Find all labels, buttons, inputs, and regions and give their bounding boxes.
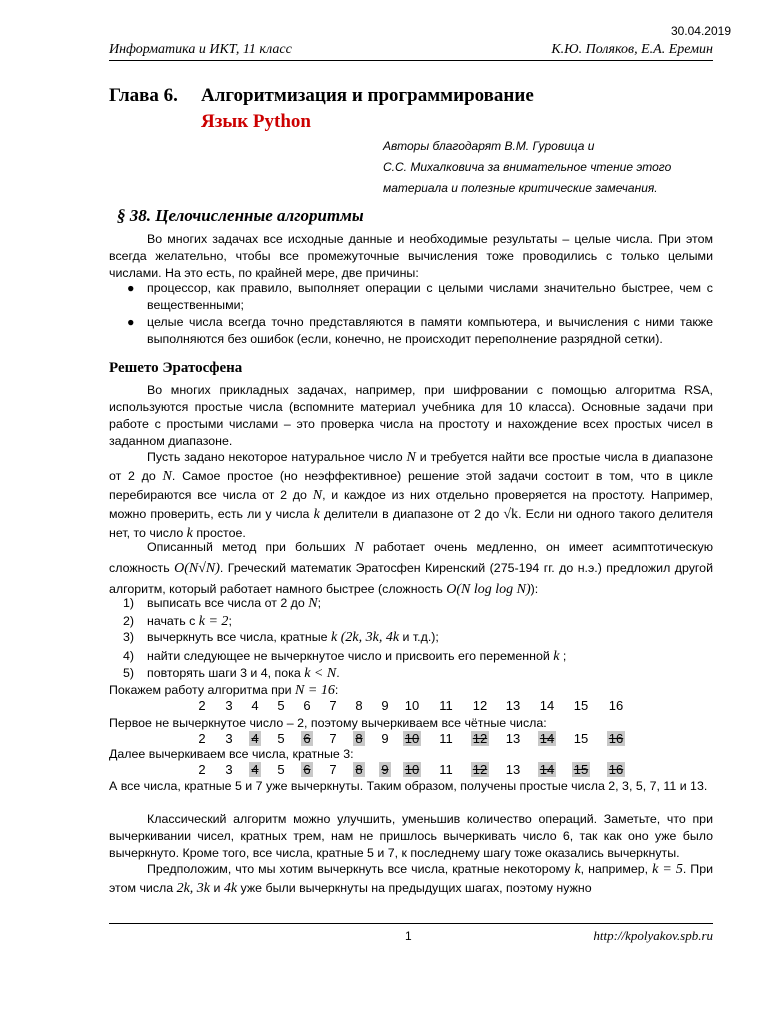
number-cell-crossed [532, 762, 562, 777]
math-sqrt-k: √k [503, 507, 519, 522]
number-cell: 3 [225, 698, 233, 713]
step-number: 4) [123, 649, 135, 663]
bullet-text: процессор, как правило, выполняет операции с целыми числами значительно быстрее, чем с вещественными; [147, 281, 713, 312]
number-cell: 13 [505, 698, 521, 713]
text: , и каждое из них отдельно проверяется на простоту. Например, можно проверить, есть ли у числа [109, 488, 713, 521]
date: 30.04.2019 [670, 24, 731, 38]
paragraph-improvement: Классический алгоритм можно улучшить, уменьшив количество операций. Заметьте, что при вычеркивании чисел, кратных трем, нам не пришлось вычеркивать число 6, так как оно уже было вычеркнуто. Кроме того, все числа, кратные 5 и 7, к последнему шагу тоже оказались вычеркнуты. [109, 812, 713, 860]
math-n16: N = 16 [295, 683, 335, 698]
number-cell: 12 [472, 698, 488, 713]
math-k: k [574, 862, 581, 877]
paragraph-optimization [109, 860, 713, 898]
number-cell: 3 [225, 731, 233, 746]
step-tail: и т.д.); [399, 630, 439, 644]
step-math: N [308, 596, 318, 611]
number-cell: 9 [381, 731, 389, 746]
math-k5: k = 5 [652, 862, 683, 877]
number-cell-crossed [370, 762, 400, 777]
ack-line: материала и полезные критические замечания. [383, 181, 658, 195]
math-complexity: O(N√N) [174, 561, 220, 576]
number-cell: 5 [277, 762, 285, 777]
number-cell: 8 [355, 698, 363, 713]
number-cell-crossed [397, 731, 427, 746]
step-number: 3) [123, 630, 135, 644]
number-cell: 15 [573, 731, 589, 746]
number-cell: 7 [329, 698, 337, 713]
text: . Если ни одного такого делителя нет, то число [109, 507, 713, 540]
number-cell: 11 [439, 762, 453, 777]
numbers-row-initial [109, 698, 713, 716]
paragraph-complexity [109, 537, 713, 600]
number-value: 14 [539, 762, 555, 777]
number-value: 4 [251, 762, 259, 777]
number-cell: 6 [303, 698, 311, 713]
bullet-icon: ● [127, 281, 135, 295]
text: уже были вычеркнуты на предыдущих шагах, поэтому нужно [240, 881, 592, 895]
text: простое. [196, 526, 246, 540]
math-multiples: 4k [223, 881, 238, 896]
number-cell: 11 [439, 698, 453, 713]
math-n: N [354, 540, 364, 555]
section-title: § 38. Целочисленные алгоритмы [117, 206, 364, 225]
chapter-subtitle: Язык Python [201, 111, 311, 132]
step-text: выписать все числа от 2 до [147, 596, 305, 610]
number-cell-crossed [397, 762, 427, 777]
page-number: 1 [405, 929, 412, 943]
text: . Самое простое (но неэффективное) решение этой задачи состоит в том, что в цикле перебираются все числа от 2 до [109, 469, 713, 502]
number-value: 6 [303, 731, 311, 746]
number-cell: 15 [573, 698, 589, 713]
math-k: k [313, 507, 320, 522]
number-value: 8 [355, 731, 363, 746]
step-text: повторять шаги 3 и 4, пока [147, 666, 301, 680]
text: Описанный метод при больших [147, 540, 346, 554]
number-cell: 13 [505, 731, 521, 746]
text: и [213, 881, 221, 895]
intro-paragraph: Во многих задачах все исходные данные и необходимые результаты – целые числа. При этом всегда желательно, чтобы все промежуточные вычисления тоже проводились с только целыми числами. На это есть, по крайней мере, две причины: [109, 232, 713, 280]
acknowledgement [383, 136, 713, 199]
step-tail: ; [317, 596, 322, 610]
text: делители в диапазоне от 2 до [323, 507, 500, 521]
step-number: 1) [123, 596, 135, 610]
bullet-icon: ● [127, 315, 135, 329]
math-multiples: 2k, 3k [176, 881, 211, 896]
number-value: 10 [404, 731, 420, 746]
number-cell: 14 [539, 698, 555, 713]
number-value: 16 [608, 762, 624, 777]
number-cell-crossed [465, 731, 495, 746]
number-cell: 2 [198, 762, 206, 777]
step-number: 2) [123, 614, 135, 628]
header-course: Информатика и ИКТ, 11 класс [109, 42, 292, 57]
number-value: 12 [472, 731, 488, 746]
text: Пусть задано некоторое натуральное число [147, 450, 403, 464]
text: и требуется найти все простые числа в диапазоне от 2 до [109, 450, 713, 483]
math-n: N [312, 488, 323, 503]
number-cell: 7 [329, 731, 337, 746]
step-text: начать с [147, 614, 196, 628]
step-math: k [553, 649, 560, 664]
chapter-title [109, 85, 534, 107]
number-value: 14 [539, 731, 555, 746]
number-cell-crossed [601, 731, 631, 746]
step-tail: ; [559, 649, 567, 663]
text: работает очень медленно, он имеет асимптотическую сложность [109, 540, 713, 575]
math-n: N [406, 450, 416, 465]
number-value: 8 [355, 762, 363, 777]
text: ): [530, 582, 539, 596]
running-header [109, 42, 713, 61]
step-tail: ; [228, 614, 232, 628]
number-cell-crossed [601, 762, 631, 777]
sieve-heading: Решето Эратосфена [109, 360, 243, 376]
number-cell: 2 [198, 698, 206, 713]
math-n: N [162, 469, 172, 484]
bullet-text: целые числа всегда точно представляются в памяти компьютера, и вычисления с ними также выполняются без ошибок (если, конечно, не происходит переполнение разрядной сетки). [147, 315, 713, 346]
text: Предположим, что мы хотим вычеркнуть все числа, кратные некоторому [147, 862, 571, 876]
header-authors: К.Ю. Поляков, Е.А. Еремин [551, 42, 713, 57]
number-value: 15 [573, 762, 589, 777]
footer-url[interactable]: http://kpolyakov.spb.ru [593, 928, 713, 943]
math-k: k [186, 526, 193, 541]
number-cell: 7 [329, 762, 337, 777]
paragraph-primes-result: А все числа, кратные 5 и 7 уже вычеркнуты. Таким образом, получены простые числа 2, 3, 5, 7, 11 и 13. [109, 779, 708, 793]
step-text: вычеркнуть все числа, кратные [147, 630, 328, 644]
number-cell: 11 [439, 731, 453, 746]
step-math: k = 2 [198, 614, 229, 629]
number-value: 10 [404, 762, 420, 777]
number-cell: 5 [277, 731, 285, 746]
number-cell-crossed [465, 762, 495, 777]
bullet-item [109, 280, 713, 314]
chapter-name: Алгоритмизация и программирование [201, 85, 534, 106]
step-math: k (2k, 3k, 4k [331, 630, 400, 645]
number-cell: 3 [225, 762, 233, 777]
number-cell-crossed [532, 731, 562, 746]
paragraph-task [109, 448, 713, 543]
number-cell: 5 [277, 698, 285, 713]
text: , например, [580, 862, 649, 876]
number-value: 6 [303, 762, 311, 777]
example-intro [109, 682, 713, 699]
step-number: 5) [123, 666, 135, 680]
math-complexity: O(N log log N) [446, 582, 531, 597]
text: Покажем работу алгоритма при [109, 683, 292, 697]
footer-divider [109, 923, 713, 924]
number-value: 9 [381, 762, 389, 777]
bullet-item [109, 314, 713, 348]
step-3-caption: Далее вычеркиваем все числа, кратные 3: [109, 747, 354, 761]
number-cell: 10 [404, 698, 420, 713]
ack-line: Авторы благодарят В.М. Гуровица и [383, 139, 595, 153]
number-cell: 2 [198, 731, 206, 746]
step-tail: . [336, 666, 340, 680]
number-cell: 9 [381, 698, 389, 713]
text: . При этом числа [109, 862, 714, 895]
step-2-caption: Первое не вычеркнутое число – 2, поэтому вычеркиваем все чётные числа: [109, 716, 547, 730]
text: : [334, 683, 339, 697]
step-text: найти следующее не вычеркнутое число и присвоить его переменной [147, 649, 550, 663]
paragraph-rsa: Во многих прикладных задачах, например, при шифровании с помощью алгоритма RSA, используются простые числа (вспомните материал учебника для 10 класса). Основные задачи при работе с простыми числами – это проверка числа на простоту и нахождение всех простых чисел в заданном диапазоне. [109, 383, 713, 448]
ack-line: С.С. Михалковича за внимательное чтение этого [383, 160, 672, 174]
number-cell: 13 [505, 762, 521, 777]
number-cell-crossed [566, 762, 596, 777]
number-cell: 16 [608, 698, 624, 713]
number-value: 16 [608, 731, 624, 746]
number-value: 12 [472, 762, 488, 777]
chapter-number: Глава 6. [109, 85, 178, 106]
number-cell: 4 [251, 698, 259, 713]
number-value: 4 [251, 731, 259, 746]
step-math: k < N [304, 666, 337, 681]
text: . Греческий математик Эратосфен Киренский (275-194 гг. до н.э.) предложил другой алгоритм, который работает намного быстрее (сложность [109, 561, 713, 596]
